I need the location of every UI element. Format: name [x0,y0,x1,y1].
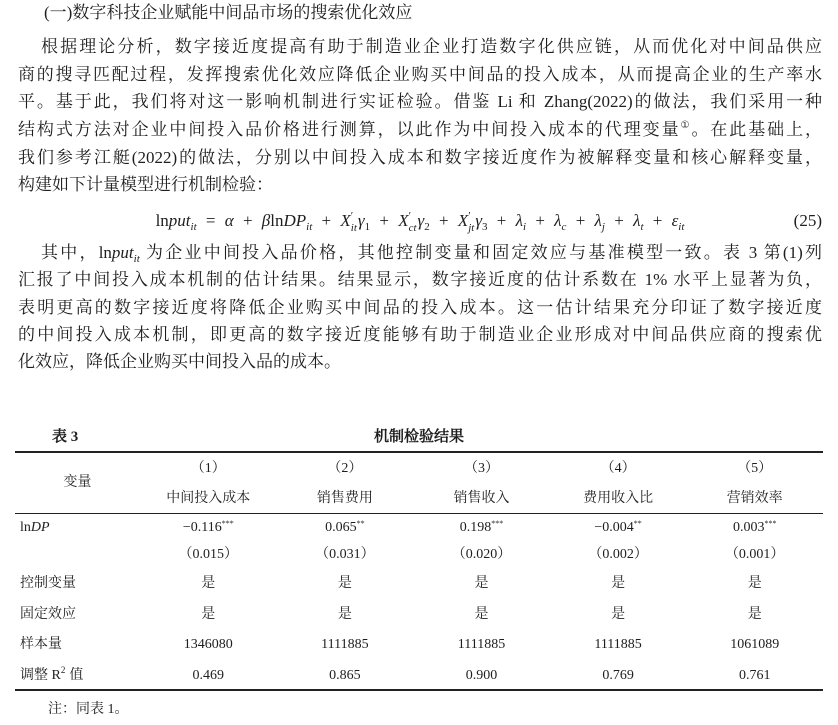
eq-lambda-sub: c [561,221,567,233]
eq-gamma: γ [357,211,365,230]
eq-x: X [457,211,469,230]
eq-plus: + [321,211,332,230]
table-cell: 0.761 [738,667,771,683]
row-adjusted-r2 [15,661,823,690]
coef-cell [140,513,277,543]
column-name: 销售收入 [453,491,510,506]
paragraph-1-line-6: 构建如下计量模型进行机制检验： [18,175,273,195]
table-cell: 0.900 [465,667,498,683]
eq-plus: + [242,211,253,230]
significance-stars: *** [221,519,234,528]
eq-alpha: α [224,211,234,230]
row-label-post: 值 [69,667,84,683]
paragraph-2-inline-var: put [111,243,134,262]
results-table [15,453,823,690]
equation-body [18,207,822,235]
coef-value: −0.004 [594,520,634,535]
eq-prime: ′ [408,210,411,222]
coef-value: 0.198 [459,520,492,535]
section-heading: (一)数字科技企业赋能中间品市场的搜索优化效应 [44,3,413,22]
eq-lambda-sub: j [601,221,605,233]
paragraph-1 [18,33,822,199]
table-header-rule [15,513,823,514]
eq-gamma: γ [475,211,483,230]
eq-x-sub: ct [408,222,417,234]
eq-lhs-var: put [168,211,191,230]
eq-x: X [340,211,351,230]
eq-gamma-sub: 3 [482,221,488,233]
eq-lambda-sub: t [640,221,644,233]
table-cell: 是 [201,575,216,591]
eq-ln: ln [155,211,169,230]
row-lndp-standard-errors [15,543,823,567]
table-cell: 是 [611,575,626,591]
paragraph-2-line-4: 的中间投入成本机制，即更高的数字接近度能够有助于制造业企业形成对中间品供应商的搜索优 [18,324,822,344]
coef-cell [686,513,823,543]
significance-stars: *** [764,519,777,528]
table-cell: 1061089 [730,637,780,652]
table-cell: 1111885 [321,637,369,652]
row-label-var: DP [30,520,50,535]
paragraph-1-line-4-text: 结构式方法对企业中间投入品价格进行测算，以此作为中间投入成本的代理变量 [18,120,681,140]
eq-plus: + [614,211,624,230]
table-bottom-rule [15,689,823,691]
eq-x-prime-sub [409,210,417,234]
row-lndp-coefficients [15,513,823,543]
eq-equals: = [205,211,216,230]
eq-plus: + [496,211,507,230]
se-cell: （0.020） [451,547,512,562]
eq-lambda: λ [554,211,562,230]
eq-x-sub: jt [468,222,475,234]
paragraph-2-inline-sub: it [133,253,140,265]
paragraph-2 [18,239,822,375]
column-name: 费用收入比 [583,491,654,506]
coef-cell [550,513,687,543]
table-cell: 0.769 [602,667,634,683]
row-label-fn: ln [20,520,31,535]
row-label-pre: 调整 R [20,667,61,683]
significance-stars: *** [491,519,504,528]
row-label-adjusted-r2 [15,661,140,690]
column-number: （1） [190,461,226,476]
eq-gamma-sub: 2 [424,221,430,233]
eq-ln: ln [270,211,284,230]
table-cell: 是 [201,606,216,622]
paragraph-1-line-4 [18,116,822,144]
coef-value: 0.003 [732,520,765,535]
equation [18,207,822,235]
table-cell: 1111885 [457,637,506,652]
paragraph-2-line-2: 汇报了中间投入成本机制的估计结果。结果显示，数字接近度的估计系数在 1% 水平上显著为负， [18,270,822,290]
table-cell: 是 [474,606,489,622]
table-cell: 是 [747,575,762,591]
paragraph-1-line-5: 我们参考江艇(2022)的做法，分别以中间投入成本和数字接近度作为被解释变量和核心解释变量， [18,147,822,167]
table-note: 注：同表 1。 [48,702,129,717]
eq-x-prime-sub [351,210,357,234]
eq-beta: β [261,211,271,230]
eq-gamma-sub: 1 [364,221,371,233]
coef-value: 0.065 [325,520,357,535]
se-cell: （0.001） [724,547,785,562]
table-cell: 1111885 [594,637,642,652]
eq-x: X [398,211,409,230]
paragraph-1-line-1: 根据理论分析，数字接近度提高有助于制造业企业打造数字化供应链，从而优化对中间品供应 [41,37,822,56]
column-number: （2） [327,461,363,476]
equation-number: (25) [793,211,822,230]
significance-stars: ** [356,519,365,528]
se-cell: （0.002） [588,547,648,562]
table-cell: 是 [747,606,762,622]
eq-plus: + [379,211,389,230]
eq-plus: + [575,211,586,230]
column-name: 营销效率 [726,491,783,506]
row-controls [15,567,823,600]
eq-plus: + [438,211,449,230]
paragraph-2-line-1-rest: 为企业中间投入品价格，其他控制变量和固定效应与基准模型一致。表 3 第(1)列 [143,243,822,262]
table-cell: 0.865 [329,667,361,683]
paragraph-1-line-2: 商的搜寻匹配过程，发挥搜索优化效应降低企业购买中间品的投入成本，从而提高企业的生产率水 [18,64,822,84]
column-number: （3） [463,461,499,476]
variable-header: 变量 [63,475,92,490]
eq-lambda-sub: i [523,221,527,233]
table-title: 机制检验结果 [373,429,464,445]
table-cell: 是 [611,606,626,622]
paragraph-2-line-5: 化效应，降低企业购买中间投入品的成本。 [18,352,341,372]
eq-lhs-sub: it [190,221,197,233]
eq-lambda: λ [633,211,641,230]
row-sample-size [15,629,823,661]
significance-stars: ** [633,519,642,528]
table-cell: 是 [474,575,489,591]
footnote-marker: ① [680,120,692,132]
eq-dp-sub: it [306,221,313,233]
eq-lambda: λ [594,211,602,230]
eq-x-sub: it [350,222,357,234]
eq-epsilon-sub: it [678,221,685,233]
se-cell: （0.031） [315,547,375,562]
coef-cell [277,513,414,543]
table-cell: 是 [337,575,352,591]
table-top-rule [15,451,823,453]
eq-plus: + [535,211,545,230]
column-name: 销售费用 [316,491,373,506]
row-label-empty [15,543,140,567]
coef-value: −0.116 [182,520,222,535]
paragraph-2-line-1 [18,239,822,266]
paragraph-2-line-3: 表明更高的数字接近度将降低企业购买中间品的投入成本。这一估计结果充分印证了数字接近度 [18,297,822,317]
row-label-sample-size: 样本量 [20,637,62,652]
table-cell: 是 [337,606,352,622]
eq-lambda: λ [515,211,524,230]
eq-x-prime-sub [468,210,474,234]
paragraph-1-line-4-tail: 。在此基础上， [691,120,822,140]
column-number: （4） [600,461,636,476]
eq-plus: + [652,211,663,230]
paragraph-1-line-3: 平。基于此，我们将对这一影响机制进行实证检验。借鉴 Li 和 Zhang(2022)的做法，我们采用一种 [18,92,822,112]
eq-prime: ′ [468,210,471,222]
coef-cell [413,513,550,543]
table-label: 表 3 [52,429,79,445]
row-label-lndp [15,513,140,543]
eq-dp: DP [283,211,307,230]
paragraph-2-line-1-lead: 其中，ln [41,243,112,262]
column-number: （5） [737,461,773,476]
header-row-numbers [15,453,823,485]
eq-gamma: γ [417,211,425,230]
eq-epsilon: ε [671,211,679,230]
se-cell: （0.015） [178,547,239,562]
eq-prime: ′ [350,210,354,222]
row-fixed-effects [15,600,823,629]
table-cell: 0.469 [192,667,225,683]
row-label-controls: 控制变量 [20,575,76,591]
row-label-sup: 2 [60,664,66,675]
column-name: 中间投入成本 [166,491,251,506]
row-label-fixed-effects: 固定效应 [20,606,76,622]
table-cell: 1346080 [183,637,233,652]
